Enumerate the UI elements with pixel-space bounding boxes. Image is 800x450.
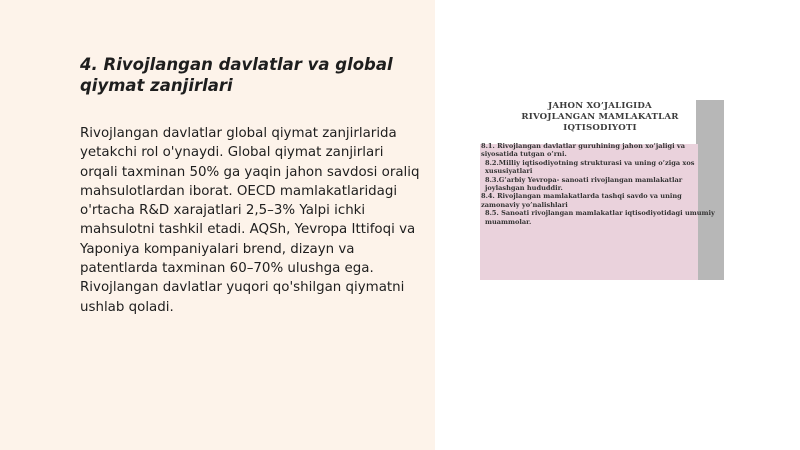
document-item: 8.3.G’arbiy Yevropa- sanoati rivojlangan mamlakatlar joylashgan hududdir.	[485, 175, 683, 193]
document-heading	[476, 101, 724, 134]
document-item: 8.2.Milliy iqtisodiyotning strukturasi va uning o’ziga xos xususiyatlari	[485, 158, 695, 176]
document-image	[476, 100, 724, 280]
document-heading-line: RIVOJLANGAN MAMLAKATLAR	[521, 112, 679, 122]
document-item: 8.1. Rivojlangan davlatlar guruhining jahon xo’jaligi va siyosatida tutgan o’rni.	[481, 142, 686, 159]
document-heading-line: IQTISODIYOTI	[563, 123, 637, 133]
slide-body-text: Rivojlangan davlatlar global qiymat zanjirlarida yetakchi rol o'ynaydi. Global qiymat zanjirlari orqali taxminan 50% ga yaqin jahon savdosi oraliq mahsulotlardan iborat. OECD mamlakatlaridagi o'rtacha R&D xarajatlari 2,5–3% Yalpi ichki mahsulotni tashkil etadi. AQSh, Yevropa Ittifoqi va Yaponiya kompaniyalari brend, dizayn va patentlarda taxminan 60–70% ulushga ega. Rivojlangan davlatlar yuqori qo'shilgan qiymatni ushlab qoladi.	[80, 126, 420, 315]
document-item: 8.5. Sanoati rivojlangan mamlakatlar iqtisodiyotidagi umumiy muammolar.	[485, 209, 715, 226]
document-heading-line: JAHON XO’JALIGIDA	[548, 101, 652, 111]
document-item-list	[481, 142, 719, 226]
slide-title: 4. Rivojlangan davlatlar va global qiymat zanjirlari	[80, 55, 393, 95]
document-item: 8.4. Rivojlangan mamlakatlarda tashqi savdo va uning zamonaviy yo’nalishlari	[481, 192, 682, 209]
